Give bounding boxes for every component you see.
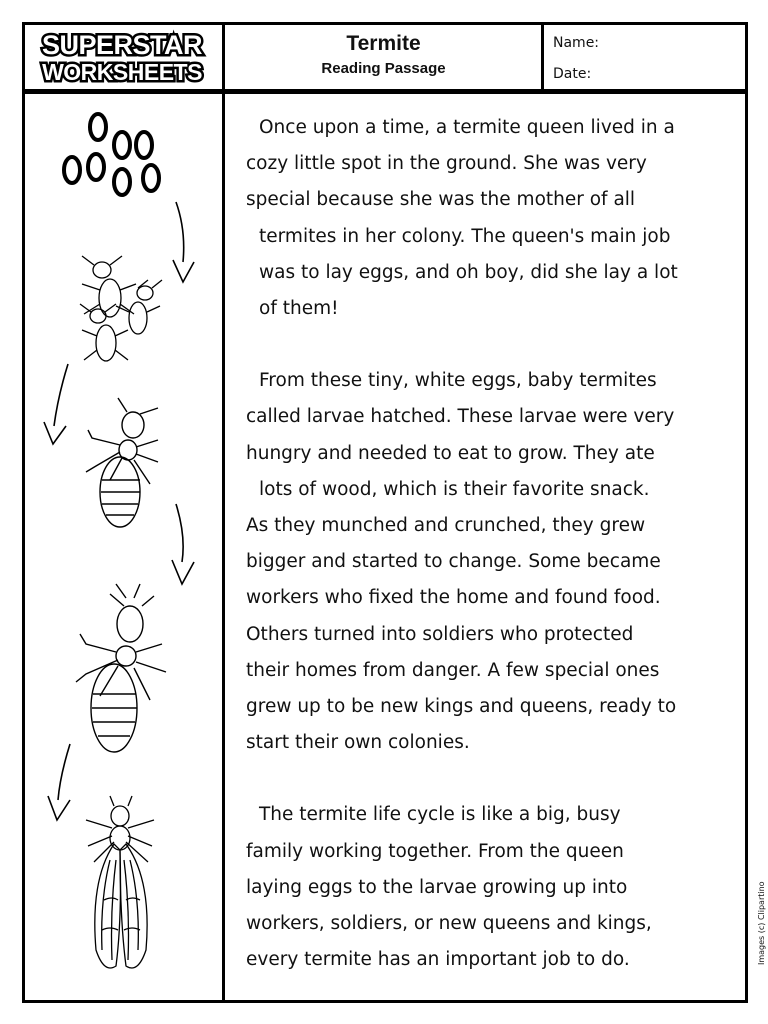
divider-vertical-left — [222, 22, 225, 1003]
passage-line: lots of wood, which is their favorite snack. — [259, 478, 650, 500]
passage-line: of them! — [259, 298, 339, 320]
nymphs-icon — [80, 256, 162, 361]
passage-line: was to lay eggs, and oh boy, did she lay a lot — [259, 261, 678, 283]
page-subtitle: Reading Passage — [321, 60, 446, 77]
worker-termite-icon — [86, 398, 158, 527]
down-arrow-icon — [44, 364, 68, 444]
name-label: Name: — [553, 35, 600, 51]
down-arrow-icon — [172, 504, 194, 584]
passage-line: cozy little spot in the ground. She was very — [246, 153, 647, 175]
down-arrow-icon — [173, 202, 194, 282]
passage-line: hungry and needed to eat to grow. They ate — [246, 442, 655, 464]
passage-line: called larvae hatched. These larvae were very — [246, 406, 675, 428]
passage-line: their homes from danger. A few special ones — [246, 659, 660, 681]
superstar-worksheets-logo — [27, 28, 218, 86]
date-label: Date: — [553, 66, 592, 82]
logo-line1: SUPERSTAR — [41, 30, 203, 60]
passage-line: laying eggs to the larvae growing up into — [246, 876, 628, 898]
passage-line: termites in her colony. The queen's main job — [259, 225, 671, 247]
passage-line: start their own colonies. — [246, 732, 470, 754]
termite-life-cycle-illustrations — [30, 100, 220, 990]
passage-line: grew up to be new kings and queens, ready to — [246, 696, 677, 718]
passage-line: workers who fixed the home and found food. — [246, 587, 661, 609]
passage-line: special because she was the mother of all — [246, 189, 636, 211]
divider-vertical-right — [541, 22, 544, 92]
image-credit: Images (c) Clipartino — [757, 881, 766, 965]
logo-line2: WORKSHEETS — [42, 59, 202, 85]
passage-line: bigger and started to change. Some became — [246, 551, 661, 573]
passage-line: workers, soldiers, or new queens and kings, — [246, 913, 652, 935]
down-arrow-icon — [48, 744, 70, 820]
paragraph-2 — [246, 363, 736, 761]
passage-line: Once upon a time, a termite queen lived in a — [259, 117, 675, 138]
reading-passage — [246, 110, 736, 978]
passage-line: From these tiny, white eggs, baby termites — [259, 370, 657, 392]
divider-horizontal-inner — [22, 92, 748, 94]
eggs-icon — [64, 114, 159, 195]
soldier-termite-icon — [76, 584, 166, 752]
passage-line: Others turned into soldiers who protected — [246, 623, 634, 645]
paragraph-1 — [246, 110, 736, 327]
passage-line: family working together. From the queen — [246, 840, 624, 862]
winged-termite-icon — [86, 796, 154, 968]
paragraph-3 — [246, 797, 736, 978]
passage-line: As they munched and crunched, they grew — [246, 515, 646, 537]
passage-line: The termite life cycle is like a big, busy — [259, 804, 621, 826]
page-title: Termite — [346, 32, 421, 55]
passage-line: every termite has an important job to do. — [246, 949, 630, 971]
